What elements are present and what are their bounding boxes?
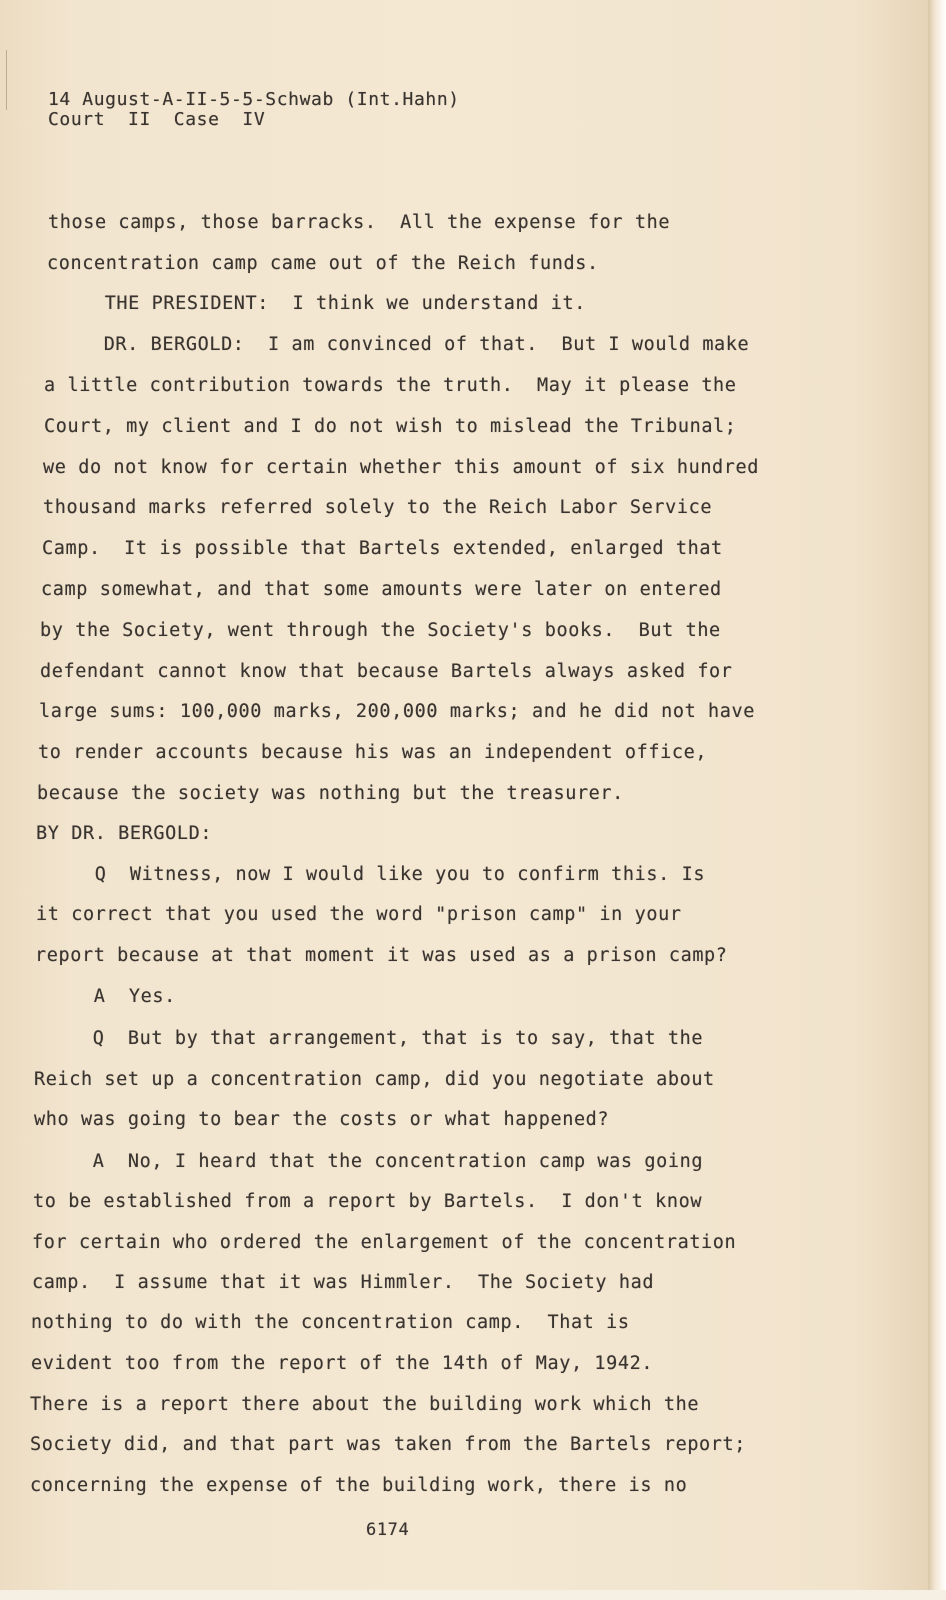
text-line: it correct that you used the word "prison camp" in your [36, 904, 682, 925]
text-line: evident too from the report of the 14th of May, 1942. [31, 1353, 654, 1374]
text-line: camp. I assume that it was Himmler. The Society had [32, 1272, 655, 1293]
text-line: who was going to bear the costs or what happened? [34, 1109, 610, 1130]
text-line: defendant cannot know that because Bartels always asked for [40, 661, 733, 682]
page-number: 6174 [366, 1520, 410, 1540]
text-line: BY DR. BERGOLD: [36, 823, 213, 844]
text-line: thousand marks referred solely to the Reich Labor Service [43, 497, 713, 518]
paper-edge [928, 0, 946, 1600]
text-line: DR. BERGOLD: I am convinced of that. But I would make [45, 334, 750, 355]
text-line: we do not know for certain whether this amount of six hundred [43, 457, 760, 478]
header-court-case: Court II Case IV [48, 109, 266, 130]
text-line: for certain who ordered the enlargement of the concentration [32, 1232, 737, 1253]
text-line: concentration camp came out of the Reich funds. [47, 253, 599, 274]
text-line: camp somewhat, and that some amounts were later on entered [41, 579, 722, 600]
text-line: Reich set up a concentration camp, did you negotiate about [34, 1069, 715, 1090]
text-line: nothing to do with the concentration camp. That is [31, 1312, 630, 1333]
text-line: THE PRESIDENT: I think we understand it. [46, 293, 586, 314]
text-line: There is a report there about the building work which the [30, 1394, 700, 1415]
text-line: Society did, and that part was taken from the Bartels report; [30, 1434, 747, 1455]
text-line: a little contribution towards the truth. May it please the [44, 375, 737, 396]
text-line: by the Society, went through the Society's books. But the [40, 620, 721, 641]
text-line: A Yes. [35, 986, 176, 1007]
header-case-reference: 14 August-A-II-5-5-Schwab (Int.Hahn) [48, 89, 460, 110]
text-line: Court, my client and I do not wish to mislead the Tribunal; [44, 416, 737, 437]
text-line: report because at that moment it was used as a prison camp? [35, 945, 728, 966]
text-line: concerning the expense of the building work, there is no [30, 1475, 688, 1496]
text-line: Q But by that arrangement, that is to say, that the [34, 1028, 704, 1049]
margin-mark [6, 50, 10, 110]
text-line: Camp. It is possible that Bartels extended, enlarged that [42, 538, 723, 559]
text-line: to render accounts because his was an independent office, [38, 742, 708, 763]
bottom-border [0, 1590, 946, 1600]
text-line: A No, I heard that the concentration camp was going [34, 1151, 704, 1172]
text-line: large sums: 100,000 marks, 200,000 marks; and he did not have [39, 701, 756, 722]
text-line: to be established from a report by Bartels. I don't know [33, 1191, 703, 1212]
text-line: those camps, those barracks. All the expense for the [48, 212, 671, 233]
text-line: because the society was nothing but the treasurer. [37, 783, 624, 804]
text-line: Q Witness, now I would like you to confirm this. Is [36, 864, 706, 885]
